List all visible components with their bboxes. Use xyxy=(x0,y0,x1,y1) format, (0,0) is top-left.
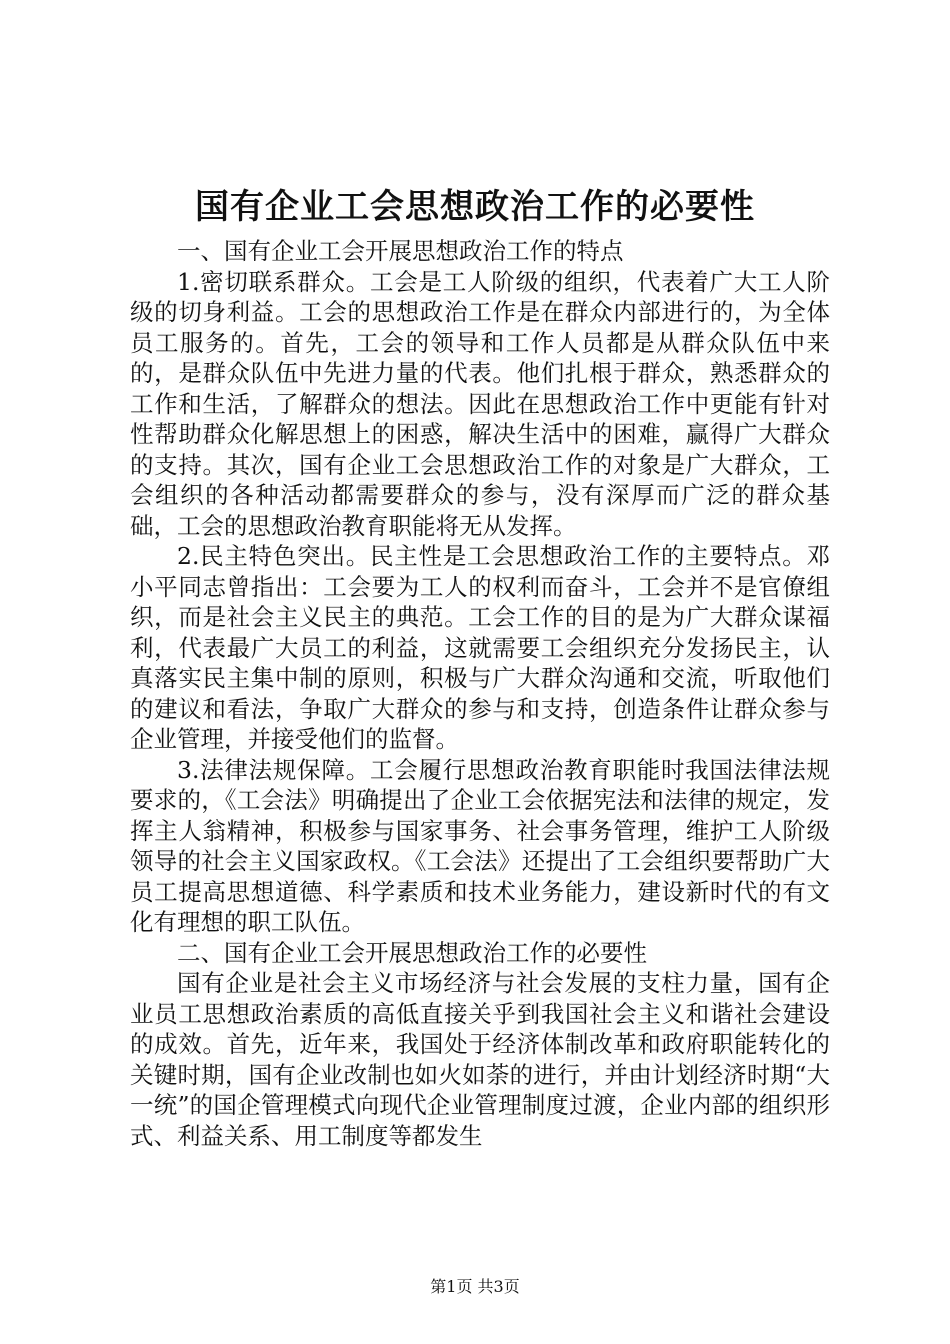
paragraph-4: 国有企业是社会主义市场经济与社会发展的支柱力量，国有企业员工思想政治素质的高低直接关乎到我国社会主义和谐社会建设的成效。首先，近年来，我国处于经济体制改革和政府职能转化的关键时期，国有企业改制也如火如荼的进行，并由计划经济时期“大一统”的国企管理模式向现代企业管理制度过渡，企业内部的组织形式、利益关系、用工制度等都发生 xyxy=(130,969,830,1150)
section-heading-1: 一、国有企业工会开展思想政治工作的特点 xyxy=(177,237,624,265)
section-heading-2: 二、国有企业工会开展思想政治工作的必要性 xyxy=(177,938,647,967)
paragraph-1: 1.密切联系群众。工会是工人阶级的组织，代表着广大工人阶级的切身利益。工会的思想政治工作是在群众内部进行的，为全体员工服务的。首先，工会的领导和工作人员都是从群众队伍中来的，是群众队伍中先进力量的代表。他们扎根于群众，熟悉群众的工作和生活，了解群众的想法。因此在思想政治工作中更能有针对性帮助群众化解思想上的困惑，解决生活中的困难，赢得广大群众的支持。其次，国有企业工会思想政治工作的对象是广大群众，工会组织的各种活动都需要群众的参与，没有深厚而广泛的群众基础，工会的思想政治教育职能将无从发挥。 xyxy=(130,267,830,540)
document-body xyxy=(130,236,830,1151)
paragraph-2: 2.民主特色突出。民主性是工会思想政治工作的主要特点。邓小平同志曾指出：工会要为工人的权利而奋斗，工会并不是官僚组织，而是社会主义民主的典范。工会工作的目的是为广大群众谋福利，代表最广大员工的利益，这就需要工会组织充分发扬民主，认真落实民主集中制的原则，积极与广大群众沟通和交流，听取他们的建议和看法，争取广大群众的参与和支持，创造条件让群众参与企业管理，并接受他们的监督。 xyxy=(130,542,830,753)
page-footer: 第1页 共3页 xyxy=(430,1277,520,1296)
paragraph-3: 3.法律法规保障。工会履行思想政治教育职能时我国法律法规要求的，《工会法》明确提出了企业工会依据宪法和法律的规定，发挥主人翁精神，积极参与国家事务、社会事务管理，维护工人阶级领导的社会主义国家政权。《工会法》还提出了工会组织要帮助广大员工提高思想道德、科学素质和技术业务能力，建设新时代的有文化有理想的职工队伍。 xyxy=(130,755,830,936)
document-title: 国有企业工会思想政治工作的必要性 xyxy=(195,187,755,227)
